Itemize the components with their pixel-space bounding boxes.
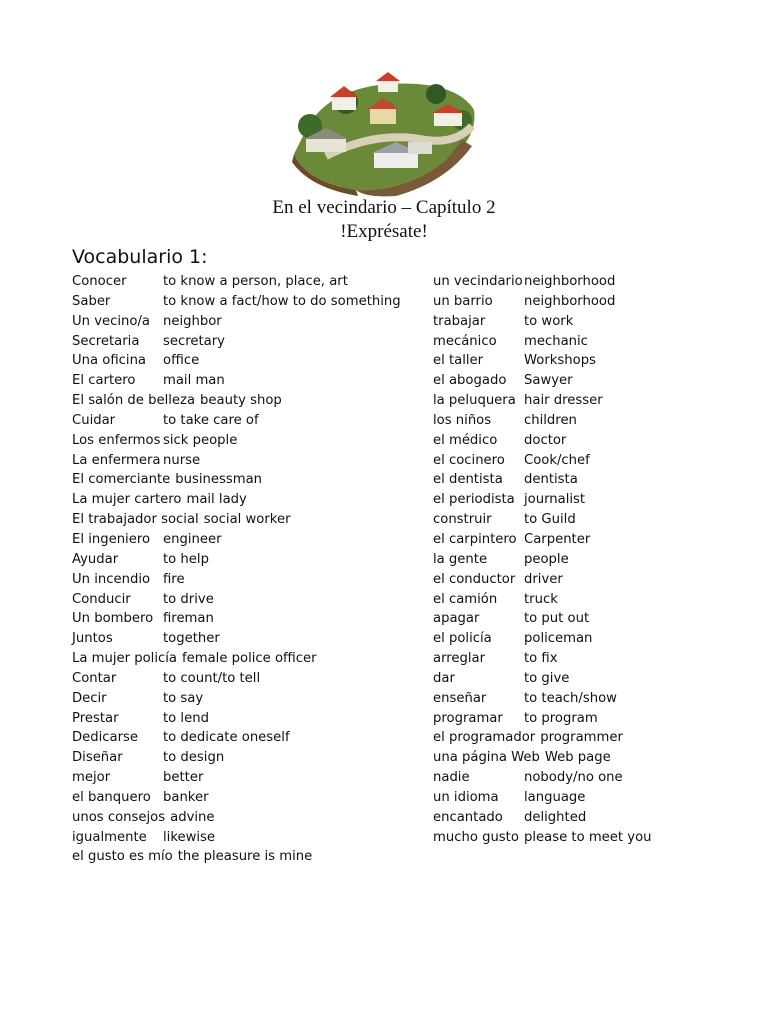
list-item: Una oficina office: [72, 353, 200, 369]
list-item: Un vecino/a neighbor: [72, 313, 222, 329]
list-item: unos consejos advine: [72, 809, 215, 825]
list-item: El ingeniero engineer: [72, 531, 222, 547]
vocab-list-left: [72, 272, 422, 867]
list-item: la peluquera hair dresser: [433, 393, 603, 409]
list-item: mecánico mechanic: [433, 333, 588, 349]
list-item: Juntos together: [72, 631, 220, 647]
list-item: Dedicarse to dedicate oneself: [72, 730, 290, 746]
list-item: Secretaria secretary: [72, 333, 225, 349]
list-item: Cuidar to take care of: [72, 412, 259, 428]
list-item: Ayudar to help: [72, 551, 209, 567]
list-item: Conducir to drive: [72, 591, 214, 607]
list-item: La enfermera nurse: [72, 452, 201, 468]
list-item: el gusto es mío the pleasure is mine: [72, 849, 313, 865]
list-item: apagar to put out: [433, 611, 590, 627]
list-item: el programador programmer: [433, 730, 623, 746]
list-item: un barrio neighborhood: [433, 293, 616, 309]
list-item: la gente people: [433, 551, 569, 567]
list-item: La mujer policía female police officer: [72, 651, 317, 667]
list-item: el cocinero Cook/chef: [433, 452, 590, 468]
list-item: el policía policeman: [433, 631, 593, 647]
list-item: mejor better: [72, 770, 204, 786]
list-item: trabajar to work: [433, 313, 574, 329]
list-item: El cartero mail man: [72, 373, 225, 389]
list-item: mucho gusto please to meet you: [433, 829, 652, 845]
list-item: Contar to count/to tell: [72, 670, 261, 686]
list-item: Los enfermos sick people: [72, 432, 238, 448]
list-item: arreglar to fix: [433, 651, 558, 667]
section-heading: Vocabulario 1:: [72, 246, 208, 268]
list-item: el médico doctor: [433, 432, 567, 448]
list-item: Decir to say: [72, 690, 204, 706]
list-item: El comerciante businessman: [72, 472, 263, 488]
list-item: enseñar to teach/show: [433, 690, 617, 706]
list-item: Conocer to know a person, place, art: [72, 274, 348, 289]
list-item: El trabajador social social worker: [72, 512, 291, 528]
list-item: nadie nobody/no one: [433, 770, 623, 786]
list-item: El salón de belleza beauty shop: [72, 393, 282, 409]
list-item: el banquero banker: [72, 789, 209, 805]
list-item: un vecindario neighborhood: [433, 274, 616, 289]
document-title: En el vecindario – Capítulo 2: [272, 197, 496, 218]
document-header: [0, 196, 768, 244]
list-item: el conductor driver: [433, 571, 563, 587]
list-item: el abogado Sawyer: [433, 373, 573, 389]
list-item: encantado delighted: [433, 809, 587, 825]
vocab-list-right: [433, 272, 753, 847]
list-item: Diseñar to design: [72, 750, 225, 766]
list-item: los niños children: [433, 412, 577, 428]
list-item: Un incendio fire: [72, 571, 185, 587]
list-item: Un bombero fireman: [72, 611, 214, 627]
list-item: una página Web Web page: [433, 750, 611, 766]
list-item: dar to give: [433, 670, 570, 686]
list-item: un idioma language: [433, 789, 586, 805]
list-item: el taller Workshops: [433, 353, 596, 369]
list-item: el camión truck: [433, 591, 558, 607]
list-item: el periodista journalist: [433, 492, 586, 508]
list-item: programar to program: [433, 710, 598, 726]
list-item: Saber to know a fact/how to do something: [72, 293, 401, 309]
list-item: igualmente likewise: [72, 829, 216, 845]
list-item: el dentista dentista: [433, 472, 578, 488]
document-subtitle: !Exprésate!: [340, 221, 428, 242]
list-item: La mujer cartero mail lady: [72, 492, 247, 508]
list-item: el carpintero Carpenter: [433, 531, 591, 547]
list-item: Prestar to lend: [72, 710, 209, 726]
neighborhood-illustration: [286, 70, 482, 198]
list-item: construir to Guild: [433, 512, 576, 528]
